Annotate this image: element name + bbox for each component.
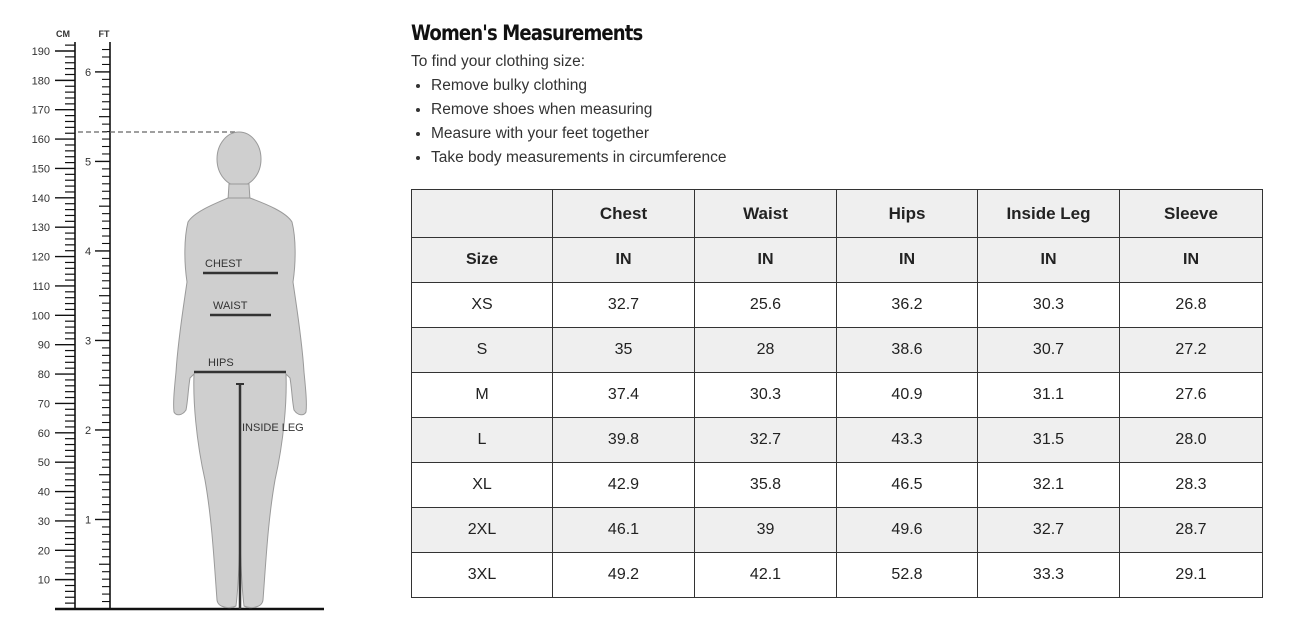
units-cell: IN [695, 238, 837, 283]
header-cell-sleeve: Sleeve [1120, 190, 1263, 238]
ft-tick-label: 1 [84, 514, 92, 527]
measurement-cell: 37.4 [553, 373, 695, 418]
cm-tick-label: 70 [37, 398, 50, 411]
waist-label: WAIST [213, 300, 248, 312]
inside-leg-label: INSIDE LEG [242, 422, 304, 434]
size-cell: S [412, 328, 553, 373]
header-cell-hips: Hips [837, 190, 978, 238]
hips-label: HIPS [208, 357, 234, 369]
table-row [412, 508, 1263, 553]
measurement-cell: 39 [695, 508, 837, 553]
tip-item: • Remove shoes when measuring [431, 98, 1263, 122]
measurement-cell: 28.0 [1120, 418, 1263, 463]
measurement-cell: 28 [695, 328, 837, 373]
measurement-cell: 49.6 [837, 508, 978, 553]
table-row [412, 283, 1263, 328]
units-cell: IN [978, 238, 1120, 283]
measurement-cell: 43.3 [837, 418, 978, 463]
cm-tick-label: 10 [37, 574, 50, 587]
size-cell: L [412, 418, 553, 463]
body-measurement-figure [0, 0, 340, 640]
measurement-cell: 31.1 [978, 373, 1120, 418]
measurement-cell: 40.9 [837, 373, 978, 418]
units-cell: IN [1120, 238, 1263, 283]
cm-tick-label: 90 [37, 339, 50, 352]
ft-tick-label: 2 [84, 424, 92, 437]
header-cell-waist: Waist [695, 190, 837, 238]
size-cell: M [412, 373, 553, 418]
measurement-cell: 28.3 [1120, 463, 1263, 508]
measurement-cell: 30.3 [695, 373, 837, 418]
table-row [412, 418, 1263, 463]
page-title: Women's Measurements [411, 21, 643, 45]
cm-tick-label: 80 [37, 369, 50, 382]
cm-tick-label: 50 [37, 457, 50, 470]
units-cell: IN [553, 238, 695, 283]
measurement-cell: 29.1 [1120, 553, 1263, 598]
measurement-cell: 52.8 [837, 553, 978, 598]
measurement-cell: 25.6 [695, 283, 837, 328]
cm-tick-label: 120 [31, 251, 50, 264]
tip-item: • Take body measurements in circumference [431, 146, 1263, 170]
cm-tick-label: 140 [31, 192, 50, 205]
table-row [412, 463, 1263, 508]
measurement-cell: 30.7 [978, 328, 1120, 373]
table-header-row [412, 190, 1263, 238]
header-cell-blank [412, 190, 553, 238]
measurement-cell: 42.1 [695, 553, 837, 598]
ft-tick-label: 4 [84, 245, 92, 258]
measurement-cell: 46.5 [837, 463, 978, 508]
measurement-cell: 35.8 [695, 463, 837, 508]
size-cell: 2XL [412, 508, 553, 553]
table-row [412, 373, 1263, 418]
cm-tick-label: 110 [32, 280, 50, 293]
cm-tick-label: 30 [37, 515, 50, 528]
size-cell: 3XL [412, 553, 553, 598]
intro-text: To find your clothing size: [411, 53, 586, 70]
cm-tick-label: 170 [31, 104, 50, 117]
measurement-cell: 49.2 [553, 553, 695, 598]
measurement-cell: 32.7 [695, 418, 837, 463]
ft-tick-label: 5 [84, 156, 92, 169]
ft-unit-label: FT [98, 29, 110, 39]
size-cell: XS [412, 283, 553, 328]
cm-unit-label: CM [56, 29, 70, 39]
cm-tick-label: 160 [31, 134, 50, 147]
measuring-tips-list [411, 74, 1263, 170]
measurement-cell: 27.2 [1120, 328, 1263, 373]
measurement-cell: 26.8 [1120, 283, 1263, 328]
measurement-cell: 32.7 [978, 508, 1120, 553]
header-cell-chest: Chest [553, 190, 695, 238]
table-row [412, 328, 1263, 373]
size-guide-content [411, 18, 1263, 583]
cm-tick-label: 130 [31, 222, 50, 235]
measurement-cell: 32.1 [978, 463, 1120, 508]
ft-tick-label: 3 [84, 335, 92, 348]
measurement-cell: 27.6 [1120, 373, 1263, 418]
measurement-cell: 46.1 [553, 508, 695, 553]
header-cell-inside-leg: Inside Leg [978, 190, 1120, 238]
measurement-cell: 42.9 [553, 463, 695, 508]
measurement-cell: 35 [553, 328, 695, 373]
cm-ruler-ticks [32, 45, 75, 603]
cm-tick-label: 190 [31, 46, 50, 58]
cm-tick-label: 150 [31, 163, 50, 176]
chest-label: CHEST [205, 258, 243, 270]
measurement-cell: 39.8 [553, 418, 695, 463]
table-body [412, 283, 1263, 598]
cm-tick-label: 60 [37, 427, 50, 440]
table-row [412, 553, 1263, 598]
cm-tick-label: 40 [37, 486, 50, 499]
measurement-cell: 38.6 [837, 328, 978, 373]
tip-item: • Remove bulky clothing [431, 74, 1263, 98]
measurement-cell: 28.7 [1120, 508, 1263, 553]
cm-tick-label: 180 [31, 75, 50, 88]
ft-tick-label: 6 [84, 66, 92, 79]
units-cell: IN [837, 238, 978, 283]
cm-tick-label: 20 [37, 545, 50, 558]
measurement-cell: 33.3 [978, 553, 1120, 598]
units-cell-size: Size [412, 238, 553, 283]
table-units-row [412, 238, 1263, 283]
measurement-cell: 31.5 [978, 418, 1120, 463]
measurement-cell: 32.7 [553, 283, 695, 328]
measurement-cell: 36.2 [837, 283, 978, 328]
cm-tick-label: 100 [31, 310, 50, 323]
tip-item: • Measure with your feet together [431, 122, 1263, 146]
size-cell: XL [412, 463, 553, 508]
measurement-cell: 30.3 [978, 283, 1120, 328]
size-chart-table [411, 189, 1263, 598]
